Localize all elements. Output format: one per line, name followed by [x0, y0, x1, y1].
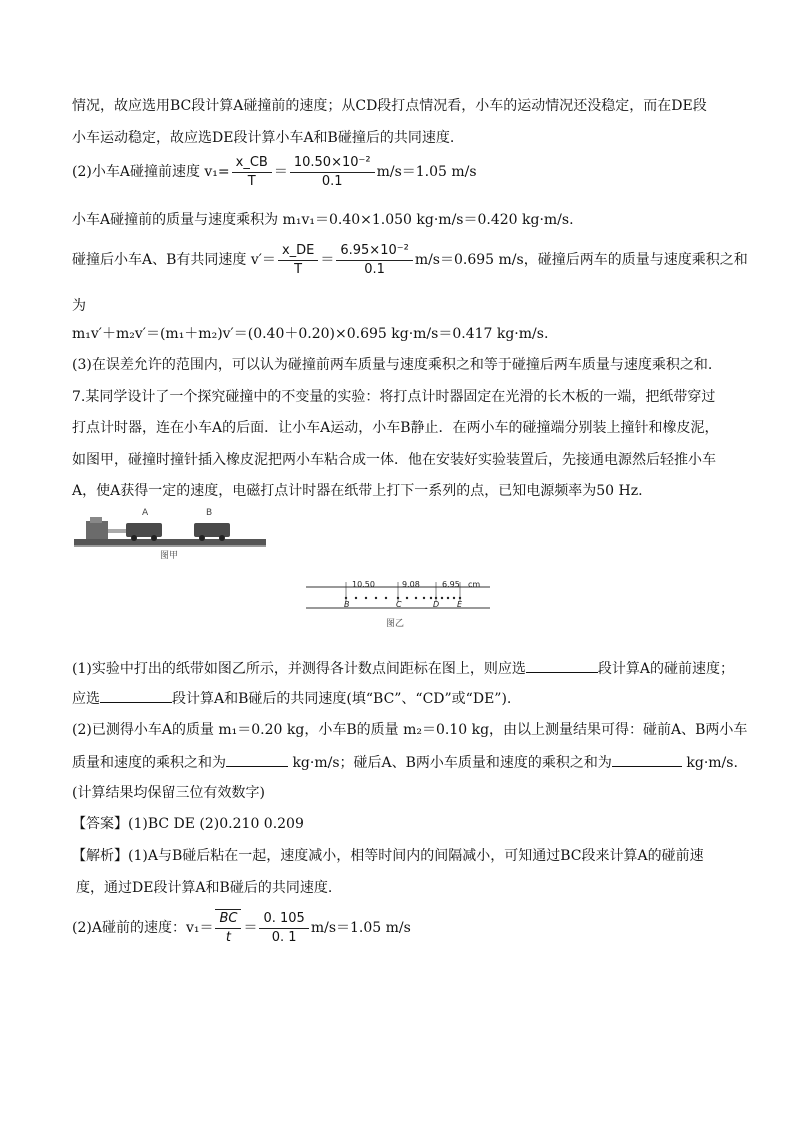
question-line: 打点计时器，连在小车A的后面．让小车A运动，小车B静止．在两小车的碰撞端分别装上撞针和橡皮泥， — [72, 420, 719, 436]
formula-suffix: m/s＝1.05 m/s — [310, 920, 411, 936]
fraction-symbolic — [278, 242, 318, 279]
cart-a-label: A — [142, 508, 149, 518]
answer-blank — [100, 688, 172, 703]
paragraph-line: 为 — [72, 298, 86, 314]
subquestion-2-line: (2)已测得小车A的质量 m₁＝0.20 kg，小车B的质量 m₂＝0.10 kg，由以上测量结果可得：碰前A、B两小车 — [72, 722, 748, 738]
formula-prefix: (2)小车A碰撞前速度 v₁= — [72, 164, 230, 180]
fraction-numeric — [259, 910, 308, 947]
answer-blank — [226, 752, 288, 767]
text-segment: (1)实验中打出的纸带如图乙所示，并测得各计数点间距标在图上，则应选 — [72, 661, 526, 677]
answer-blank — [526, 658, 598, 673]
equals-sign: ＝ — [273, 164, 288, 180]
subquestion-1-line — [72, 658, 734, 679]
fraction-symbolic — [215, 909, 241, 947]
tape-point-e: E — [457, 600, 463, 609]
fraction-denominator: T — [294, 261, 303, 277]
question-line: 7.某同学设计了一个探究碰撞中的不变量的实验：将打点计时器固定在光滑的长木板的一端，把纸带穿过 — [72, 389, 716, 405]
tape-dots — [345, 597, 461, 599]
sum-line: m₁v′＋m₂v′＝(m₁＋m₂)v′＝(0.40＋0.20)×0.695 kg·m/s＝0.417 kg·m/s. — [72, 326, 549, 342]
analysis-line: 度，通过DE段计算A和B碰后的共同速度. — [76, 880, 333, 896]
tape-unit: cm — [468, 580, 481, 589]
fraction-denominator: t — [225, 930, 232, 945]
fraction-denominator: 0.1 — [364, 261, 385, 277]
fraction-denominator: T — [247, 173, 256, 189]
subquestion-1-line — [72, 688, 511, 709]
fraction-numerator: 10.50×10⁻² — [290, 154, 375, 173]
cart-b-label: B — [206, 508, 213, 518]
text-segment: kg·m/s. — [681, 755, 738, 771]
question-line: 如图甲，碰撞时撞针插入橡皮泥把两小车粘合成一体．他在安装好实验装置后，先接通电源然后轻推小车 — [72, 452, 716, 468]
fraction-numerator: 6.95×10⁻² — [336, 242, 412, 261]
velocity-formula-vprime — [72, 238, 748, 282]
answer-blank — [612, 752, 682, 767]
tape-segment-bc: 10.50 — [352, 580, 375, 589]
figure-caption: 图甲 — [160, 551, 179, 561]
tape-point-c: C — [396, 600, 402, 609]
track-board — [74, 539, 266, 545]
fraction-numerator: x_DE — [278, 242, 318, 261]
formula-prefix: (2)A碰前的速度：v₁＝ — [72, 920, 214, 936]
cart-a — [126, 523, 162, 537]
paper-tape — [108, 529, 128, 533]
velocity-formula-analysis — [72, 902, 411, 954]
text-segment: 段计算A的碰前速度； — [597, 661, 734, 677]
tape-segment-cd: 9.08 — [402, 580, 420, 589]
analysis-line: 【解析】(1)A与B碰后粘在一起，速度减小，相等时间内的间隔减小，可知通过BC段来计算A的碰前速 — [72, 848, 704, 864]
momentum-line: 小车A碰撞前的质量与速度乘积为 m₁v₁＝0.40×1.050 kg·m/s＝0.420 kg·m/s. — [72, 212, 574, 228]
tape-segment-de: 6.95 — [442, 580, 460, 589]
fraction-denominator: 0. 1 — [271, 929, 297, 945]
fraction-numerator: x_CB — [232, 154, 272, 173]
fraction-numerator: 0. 105 — [259, 910, 308, 929]
figure-caption: 图乙 — [386, 619, 405, 629]
fraction-symbolic — [232, 154, 272, 191]
formula-prefix: 碰撞后小车A、B有共同速度 v′＝ — [72, 252, 276, 268]
answer-line: 【答案】(1)BC DE (2)0.210 0.209 — [72, 816, 304, 832]
cart-b — [194, 523, 230, 537]
paragraph-line: 小车运动稳定，故应选DE段计算小车A和B碰撞后的共同速度. — [72, 130, 455, 146]
fraction-numerator: BC — [215, 909, 241, 929]
text-segment: 段计算A和B碰后的共同速度(填“BC”、“CD”或“DE”). — [172, 691, 512, 707]
fraction-denominator: 0.1 — [321, 173, 343, 189]
text-segment: 质量和速度的乘积之和为 — [72, 755, 226, 771]
tape-point-b: B — [344, 600, 350, 609]
fraction-numeric — [336, 242, 412, 279]
subquestion-2-line — [72, 752, 738, 773]
conclusion-line: (3)在误差允许的范围内，可以认为碰撞前两车质量与速度乘积之和等于碰撞后两车质量与速度乘积之和. — [72, 357, 713, 373]
formula-suffix: m/s＝1.05 m/s — [376, 164, 477, 180]
text-segment: kg·m/s；碰后A、B两小车质量和速度的乘积之和为 — [288, 755, 612, 771]
tape-point-d: D — [433, 600, 440, 609]
question-line: A，使A获得一定的速度，电磁打点计时器在纸带上打下一系列的点，已知电源频率为50 Hz. — [72, 483, 643, 499]
velocity-formula-v1 — [72, 150, 477, 194]
fraction-numeric — [290, 154, 375, 191]
precision-note: (计算结果均保留三位有效数字) — [72, 785, 265, 801]
equals-sign: ＝ — [320, 252, 335, 268]
text-segment: 应选 — [72, 691, 100, 707]
paragraph-line: 情况，故应选用BC段计算A碰撞前的速度；从CD段打点情况看，小车的运动情况还没稳定，而在DE段 — [72, 98, 707, 114]
formula-suffix: m/s＝0.695 m/s，碰撞后两车的质量与速度乘积之和 — [414, 252, 748, 268]
timer-device — [86, 521, 108, 539]
equals-sign: ＝ — [243, 920, 258, 936]
